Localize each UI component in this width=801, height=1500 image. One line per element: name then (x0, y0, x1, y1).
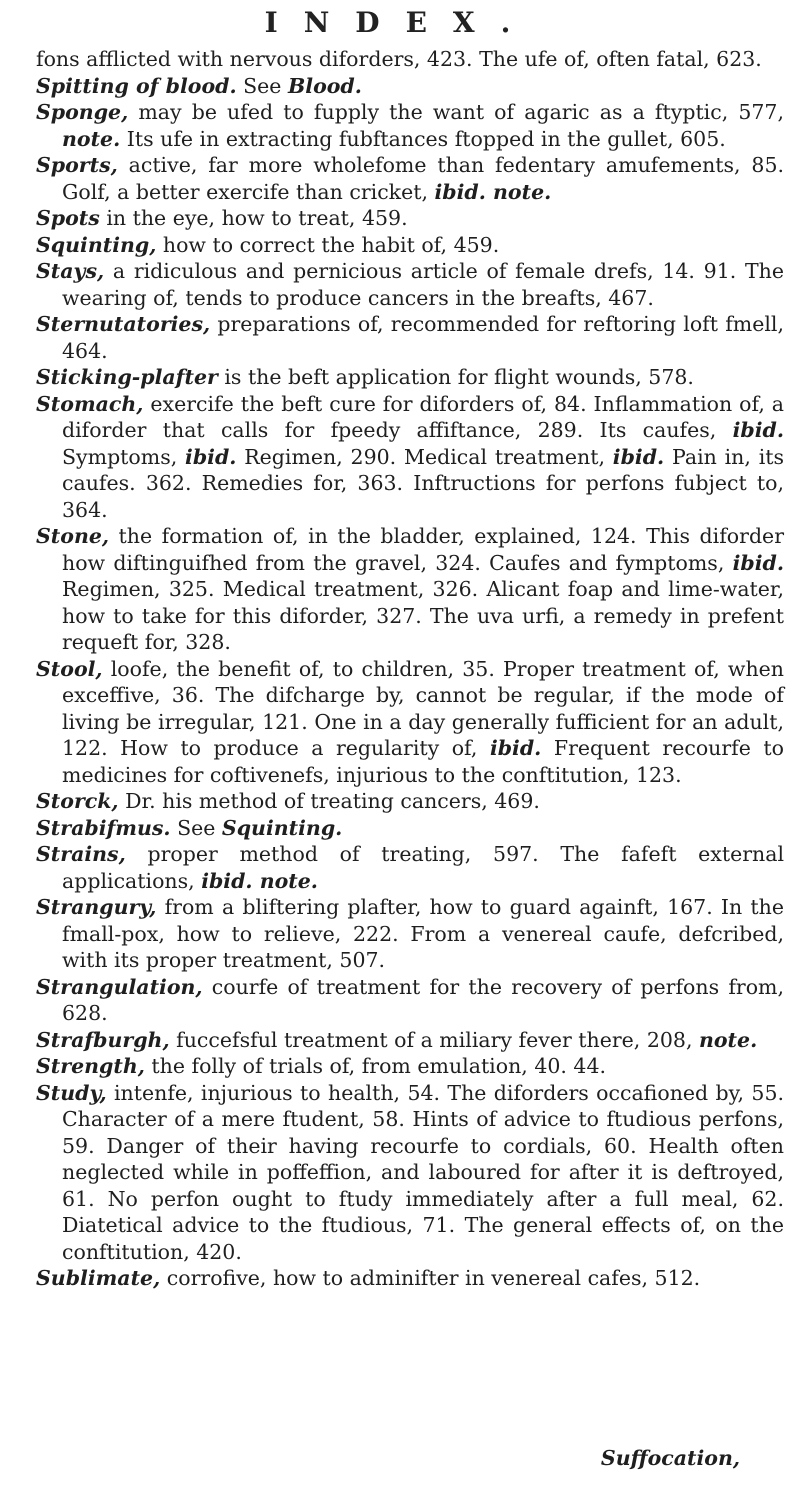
index-entry (36, 205, 784, 232)
entry-text: Regimen, 290. Medical treatment, (236, 444, 613, 469)
entry-headword: Study, (36, 1080, 107, 1105)
catchword: Suffocation, (600, 1446, 740, 1470)
entry-headword: Stool, (36, 656, 103, 681)
entry-headword: Sponge, (36, 100, 129, 124)
entry-headword: Stays, (36, 259, 105, 283)
entry-reference: note. (698, 1027, 758, 1052)
index-entry (36, 1027, 784, 1054)
entry-headword: Spots (36, 206, 100, 230)
entry-text: a ridiculous and pernicious article of female drefs, 14. 91. The wearing of, tends to produce cancers in the breafts, 467. (62, 259, 784, 310)
entry-text: Symptoms, (62, 444, 186, 469)
index-entry (36, 974, 784, 1027)
index-entry (36, 788, 784, 815)
index-entry (36, 232, 784, 259)
entry-reference: ibid. note. (201, 868, 318, 893)
entry-reference: ibid. (612, 444, 665, 469)
entry-text: from a bliftering plafter, how to guard againft, 167. In the fmall-pox, how to relieve, 222. From a venereal caufe, defcribed, with its proper treatment, 507. (62, 895, 784, 972)
entry-headword: Strength, (36, 1054, 145, 1078)
index-entry (36, 841, 784, 894)
index-entry (36, 152, 784, 205)
entry-text: how to correct the habit of, 459. (156, 232, 500, 257)
page-header: INDEX. (264, 6, 537, 39)
entry-headword: Storck, (36, 789, 119, 813)
entry-text: Pain in, its caufes. 362. Remedies for, 363. Inftructions for perfons fubject to, 364. (62, 444, 785, 522)
index-entry (36, 1265, 784, 1292)
index-entry (36, 258, 784, 311)
index-entry (36, 894, 784, 974)
entry-headword: Strangury, (36, 895, 157, 919)
entry-text: intenfe, injurious to health, 54. The diforders occafioned by, 55. Character of a mere ftudent, 58. Hints of advice to ftudious perfons, 59. Danger of their having recourfe to cordials, 60. Health often neglected while in poffeffion, and laboured for after it is deftroyed, 61. No perfon ought to ftudy immediately after a full meal, 62. Diatetical advice to the ftudious, 71. The general effects of, on the conftitution, 420. (62, 1080, 784, 1264)
entry-headword: Stone, (36, 524, 110, 548)
index-entry (36, 815, 784, 842)
index-entry (36, 1053, 784, 1080)
entry-headword: Sternutatories, (36, 312, 211, 336)
entry-headword: Sticking-plafter (36, 365, 218, 389)
entry-reference: ibid. (185, 444, 237, 469)
index-entry (36, 311, 784, 364)
entry-text: in the eye, how to treat, 459. (99, 206, 408, 230)
entry-reference: ibid. note. (434, 179, 552, 204)
entry-text: preparations of, recommended for reftoring loft fmell, 464. (62, 312, 784, 363)
entry-text: the formation of, in the bladder, explained, 124. This diforder how diftinguifhed from the gravel, 324. Caufes and fymptoms, (62, 524, 784, 575)
entry-text: Dr. his method of treating cancers, 469. (118, 789, 540, 813)
entry-reference: ibid. (732, 418, 784, 442)
entry-text: exercife the beft cure for diforders of, 84. Inflammation of, a diforder that calls for fpeedy affiftance, 289. Its caufes, (62, 391, 784, 442)
entry-text: active, far more wholefome than fedentary amufements, 85. Golf, a better exercife than cricket, (62, 153, 784, 204)
entry-text: courfe of treatment for the recovery of perfons from, 628. (62, 974, 784, 1025)
entry-headword: Strabifmus. (36, 815, 171, 840)
entry-reference: ibid. (489, 736, 542, 760)
index-body (36, 46, 784, 1292)
entry-reference: note. (62, 126, 121, 151)
entry-headword: Spitting of blood. (36, 73, 237, 98)
index-entry (36, 73, 784, 100)
entry-text: Regimen, 325. Medical treatment, 326. Alicant foap and lime-water, how to take for this diforder, 327. The uva urfi, a remedy in prefent requeft for, 328. (62, 577, 784, 654)
entry-text: may be ufed to fupply the want of agaric as a ftyptic, 577, (128, 100, 784, 124)
index-entry (36, 46, 784, 73)
index-entry (36, 1080, 784, 1266)
entry-reference: Blood. (287, 73, 362, 98)
index-entry (36, 391, 784, 524)
entry-headword: Squinting, (36, 232, 157, 257)
entry-text: Frequent recourfe to medicines for coftivenefs, injurious to the conftitution, 123. (62, 736, 784, 787)
entry-text: fons afflicted with nervous diforders, 423. The ufe of, often fatal, 623. (36, 47, 762, 71)
entry-text: See (170, 815, 222, 840)
entry-text: loofe, the benefit of, to children, 35. Proper treatment of, when exceffive, 36. The difcharge by, cannot be regular, if the mode of living be irregular, 121. One in a day generally fufficient for an adult, 122. How to produce a regularity of, (62, 656, 784, 760)
entry-headword: Stomach, (36, 391, 144, 416)
entry-text: Its ufe in extracting fubftances ftopped in the gullet, 605. (120, 126, 726, 151)
entry-headword: Strains, (36, 842, 126, 866)
entry-text: corrofive, how to adminifter in venereal cafes, 512. (160, 1266, 701, 1290)
index-entry (36, 523, 784, 656)
entry-headword: Sports, (36, 153, 118, 177)
entry-text: proper method of treating, 597. The fafeft external applications, (62, 842, 784, 893)
entry-text: is the beft application for flight wounds, 578. (217, 365, 694, 389)
entry-reference: ibid. (732, 550, 784, 575)
entry-text: the folly of trials of, from emulation, 40. 44. (144, 1054, 607, 1078)
entry-text: See (236, 73, 288, 98)
index-entry (36, 364, 784, 391)
index-entry (36, 99, 784, 152)
entry-text: fuccefsful treatment of a miliary fever there, 208, (169, 1027, 699, 1052)
entry-reference: Squinting. (221, 815, 343, 840)
entry-headword: Sublimate, (36, 1266, 161, 1290)
entry-headword: Strangulation, (36, 974, 203, 999)
entry-headword: Strafburgh, (36, 1027, 170, 1052)
index-entry (36, 656, 784, 789)
